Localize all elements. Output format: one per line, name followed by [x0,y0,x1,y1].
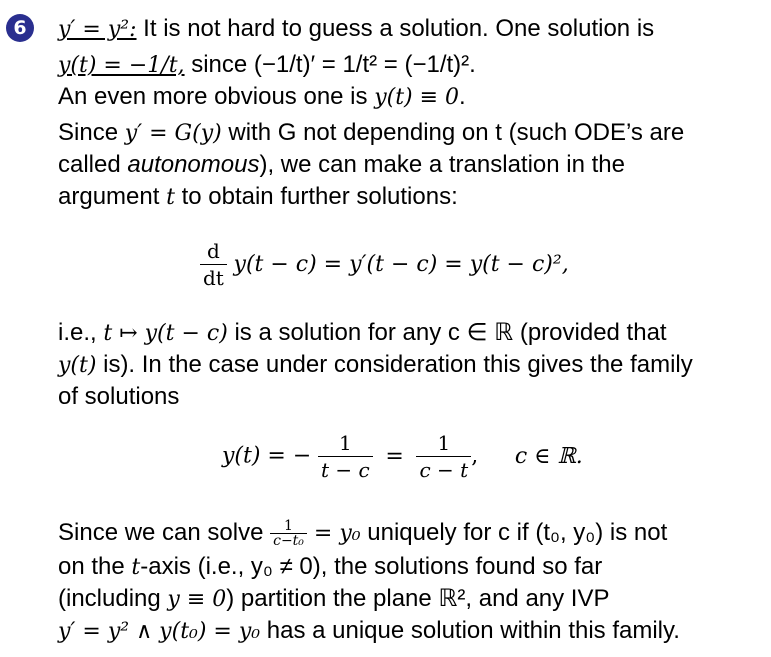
math-expression: y′ = y²: [58,17,137,42]
fraction-inline [270,519,307,548]
math-expression: = y₀ [306,521,361,546]
text-line-6 [58,182,458,213]
equation-family [222,430,583,483]
math-expression: y′ = G(y) [124,121,222,146]
fraction-numerator: 1 [318,430,373,457]
comma: , [471,443,479,469]
math-expression: y(t) = −1/t, [58,53,185,78]
text-line-13 [58,616,680,647]
fraction-denominator: t − c [320,458,370,482]
equals-sign: = [385,443,404,469]
equation-derivative [200,238,569,291]
math-expression: y(t) ≡ 0 [374,85,460,110]
text-segment: -axis (i.e., y₀ ≠ 0), the solutions found so far [140,553,603,580]
text-line-11 [58,552,602,583]
text-segment: It is not hard to guess a solution. One solution is [136,15,655,42]
text-segment: called [58,151,128,178]
text-segment: (including [58,585,168,612]
text-segment: of solutions [58,383,180,410]
fraction-denominator: dt [203,266,224,290]
text-segment: ), we can make a translation in the [259,151,625,178]
text-segment: An even more obvious one is [58,83,375,110]
text-line-5 [58,150,625,180]
item-number-badge: 6 [6,14,34,42]
text-line-4 [58,118,684,149]
text-segment: since (−1/t)′ = 1/t² = (−1/t)². [184,51,476,78]
text-line-10 [58,518,667,549]
math-expression: y′ = y² ∧ y(t₀) = y₀ [58,619,261,644]
fraction-numerator: 1 [416,430,471,457]
text-line-9 [58,382,179,412]
condition: c ∈ ℝ. [514,443,583,469]
equation-body: y(t − c) = y′(t − c) = y(t − c)², [233,251,569,277]
text-segment: Since we can solve [58,519,271,546]
text-line-12 [58,584,610,615]
text-line-1 [58,14,654,45]
text-segment: is a solution for any c ∈ ℝ (provided that [227,319,667,346]
fraction-denominator: c − t [419,458,469,482]
math-expression: t [166,185,175,210]
fraction-numerator: 1 [270,519,307,534]
equation-lhs: y(t) = − [222,443,312,469]
fraction-d-dt [200,238,227,291]
fraction-1 [318,430,373,483]
text-segment: uniquely for c if (t₀, y₀) is not [360,519,668,546]
text-segment: on the [58,553,132,580]
text-segment: Since [58,119,125,146]
text-line-3 [58,82,466,113]
fraction-2 [416,430,471,483]
text-segment: with G not depending on t (such ODE’s are [221,119,685,146]
fraction-denominator: c−t₀ [273,533,304,550]
text-line-2 [58,50,476,81]
math-expression: t ↦ y(t − c) [103,321,228,346]
text-segment: argument [58,183,167,210]
math-expression: y ≡ 0 [167,587,227,612]
math-expression: t [131,555,141,580]
text-line-8 [58,350,693,381]
math-expression: y(t) [58,353,97,378]
text-segment: . [459,83,466,110]
emphasis-text: autonomous [127,151,260,178]
text-segment: has a unique solution within this family. [260,617,680,644]
text-segment: ) partition the plane ℝ², and any IVP [226,585,610,612]
text-segment: i.e., [58,319,104,346]
text-segment: to obtain further solutions: [174,183,458,210]
text-line-7 [58,318,667,349]
fraction-numerator: d [200,238,227,265]
text-segment: is). In the case under consideration this gives the family [96,351,693,378]
